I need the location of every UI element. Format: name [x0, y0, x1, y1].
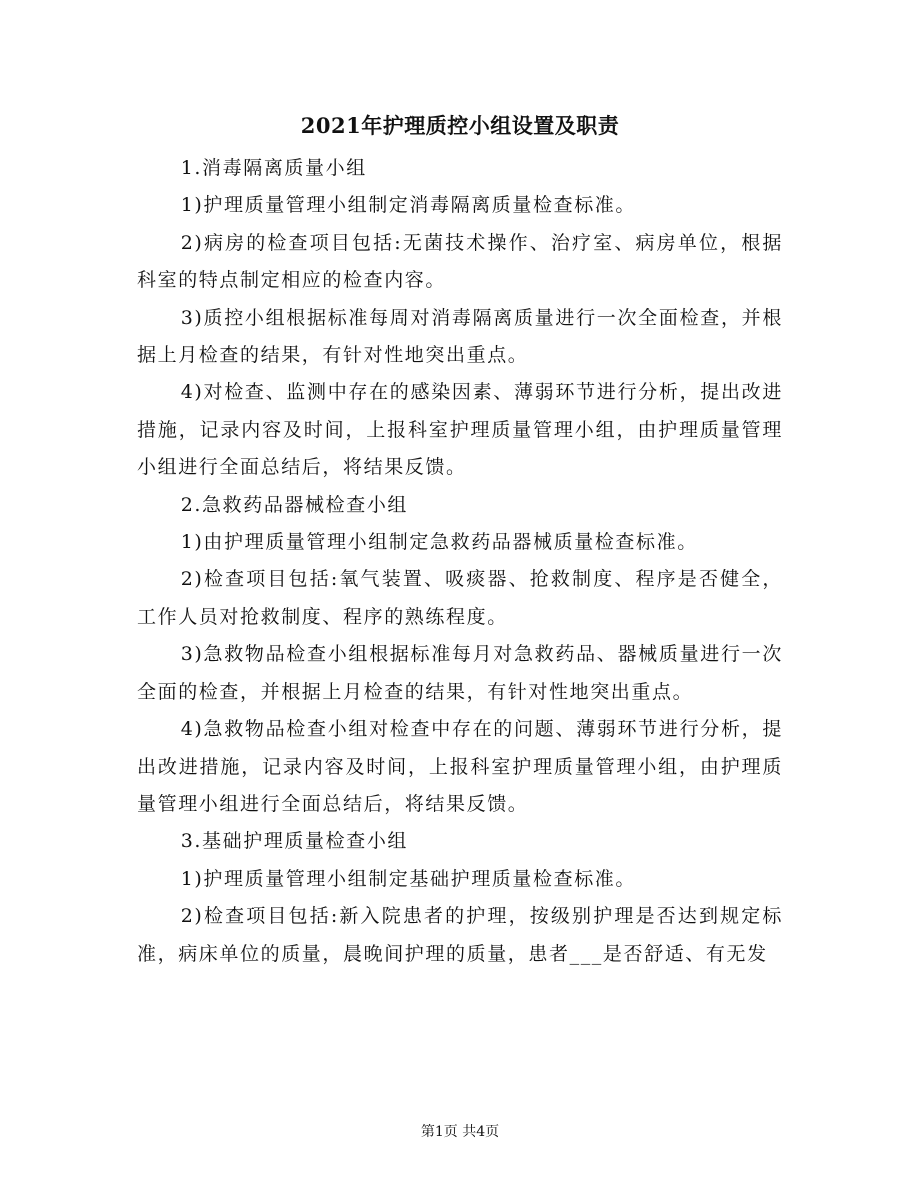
document-body	[137, 150, 783, 973]
document-title: 2021年护理质控小组设置及职责	[300, 113, 620, 138]
page-number: 第1页 共4页	[420, 1124, 500, 1140]
paragraph: 1)护理质量管理小组制定消毒隔离质量检查标准。	[180, 194, 636, 217]
paragraph: 2)病房的检查项目包括:无菌技术操作、治疗室、病房单位，根据科室的特点制定相应的检查内容。	[137, 231, 783, 292]
section-heading-disinfection: 1.消毒隔离质量小组	[180, 157, 367, 179]
paragraph: 4)急救物品检查小组对检查中存在的问题、薄弱环节进行分析，提出改进措施，记录内容及时间，上报科室护理质量管理小组，由护理质量管理小组进行全面总结后，将结果反馈。	[137, 718, 783, 815]
paragraph: 1)护理质量管理小组制定基础护理质量检查标准。	[180, 867, 636, 890]
section-heading-emergency: 2.急救药品器械检查小组	[180, 493, 409, 516]
paragraph: 1)由护理质量管理小组制定急救药品器械质量检查标准。	[180, 531, 698, 554]
section-heading-basic-care: 3.基础护理质量检查小组	[180, 830, 409, 853]
paragraph: 3)急救物品检查小组根据标准每月对急救药品、器械质量进行一次全面的检查，并根据上月检查的结果，有针对性地突出重点。	[137, 643, 783, 703]
paragraph: 2)检查项目包括:氧气装置、吸痰器、抢救制度、程序是否健全，工作人员对抢救制度、程序的熟练程度。	[137, 568, 783, 628]
paragraph: 2)检查项目包括:新入院患者的护理，按级别护理是否达到规定标准，病床单位的质量，晨晚间护理的质量，患者___是否舒适、有无发	[137, 905, 783, 965]
paragraph: 4)对检查、监测中存在的感染因素、薄弱环节进行分析，提出改进措施，记录内容及时间，上报科室护理质量管理小组，由护理质量管理小组进行全面总结后，将结果反馈。	[137, 381, 783, 479]
paragraph: 3)质控小组根据标准每周对消毒隔离质量进行一次全面检查，并根据上月检查的结果，有针对性地突出重点。	[137, 306, 783, 367]
